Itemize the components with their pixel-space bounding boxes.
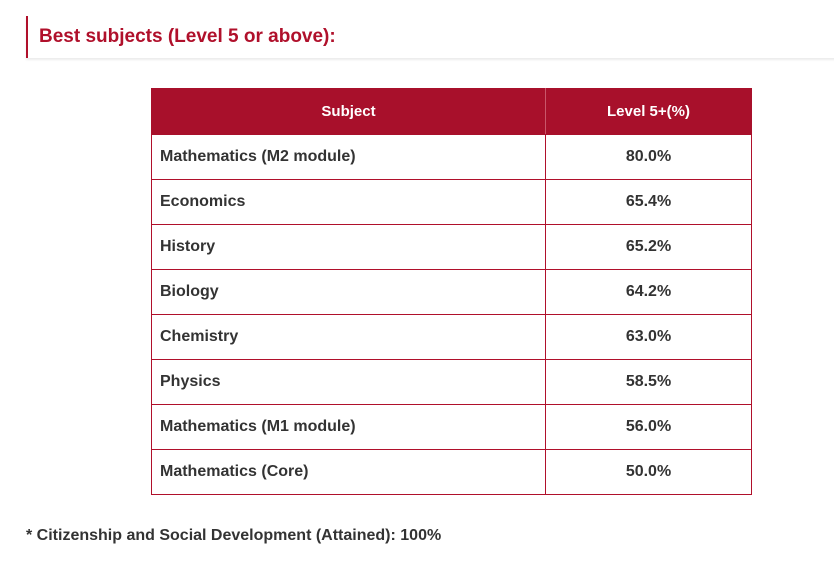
value-cell: 63.0%: [546, 315, 752, 360]
value-cell: 50.0%: [546, 450, 752, 495]
subject-cell: Economics: [152, 180, 546, 225]
table-header-row: [152, 89, 752, 135]
table-row: [152, 405, 752, 450]
table-row: [152, 225, 752, 270]
value-cell: 65.4%: [546, 180, 752, 225]
section-heading: [26, 16, 834, 58]
footnote: * Citizenship and Social Development (Attained): 100%: [26, 527, 442, 544]
table-row: [152, 270, 752, 315]
subject-cell: Biology: [152, 270, 546, 315]
table-row: [152, 180, 752, 225]
table-row: [152, 450, 752, 495]
table-row: [152, 360, 752, 405]
value-cell: 64.2%: [546, 270, 752, 315]
value-cell: 56.0%: [546, 405, 752, 450]
column-header-level: Level 5+(%): [546, 89, 752, 135]
subject-cell: Mathematics (Core): [152, 450, 546, 495]
results-table: [151, 88, 752, 495]
section-title: Best subjects (Level 5 or above):: [39, 26, 336, 47]
value-cell: 80.0%: [546, 135, 752, 180]
value-cell: 65.2%: [546, 225, 752, 270]
table-row: [152, 315, 752, 360]
subject-cell: History: [152, 225, 546, 270]
subject-cell: Physics: [152, 360, 546, 405]
subject-cell: Chemistry: [152, 315, 546, 360]
value-cell: 58.5%: [546, 360, 752, 405]
subject-cell: Mathematics (M1 module): [152, 405, 546, 450]
table-row: [152, 135, 752, 180]
column-header-subject: Subject: [152, 89, 546, 135]
subject-cell: Mathematics (M2 module): [152, 135, 546, 180]
